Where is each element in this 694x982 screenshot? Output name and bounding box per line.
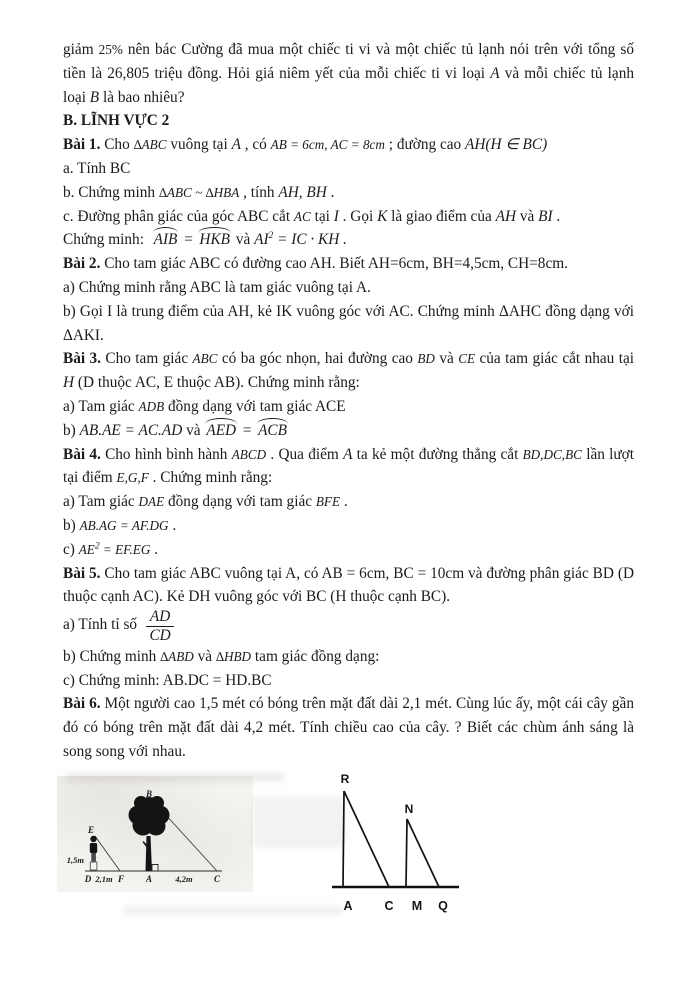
text-run: và bbox=[182, 421, 205, 439]
text-run: Cho hình bình hành bbox=[100, 445, 232, 463]
text-run: b) bbox=[63, 516, 80, 534]
text-run: (D thuộc AC, E thuộc AB). Chứng minh rằng: bbox=[74, 374, 360, 392]
person-icon bbox=[90, 836, 97, 870]
label-R: R bbox=[340, 771, 350, 786]
text-run: ACB bbox=[256, 419, 289, 443]
label-C: C bbox=[384, 898, 394, 913]
text-run: ABCD bbox=[231, 446, 267, 462]
text-run: nên bác Cường đã mua một chiếc ti vi và một chiếc tủ lạnh nói trên với tổng số tiền là 26,805 triệu đồng. Hỏi giá niêm yết của mỗi chiếc ti vi loại bbox=[63, 41, 634, 82]
text-run: B. LĨNH VỰC 2 bbox=[63, 112, 170, 130]
label-E: E bbox=[87, 824, 95, 835]
label-height: 1,5m bbox=[66, 854, 84, 865]
text-run: $AI^2$ bbox=[254, 231, 274, 249]
bai-5-c bbox=[63, 669, 634, 693]
label-N: N bbox=[404, 801, 414, 816]
text-run: E,G,F bbox=[116, 470, 149, 486]
bai-1-b bbox=[63, 181, 634, 205]
text-run: của tam giác cắt nhau tại bbox=[475, 350, 634, 368]
text-run: a) Tam giác bbox=[63, 397, 139, 415]
text-run: Bài 6. bbox=[63, 695, 101, 713]
ray-person-line bbox=[95, 836, 120, 871]
triangle-RAC bbox=[343, 791, 389, 887]
text-run: ADB bbox=[138, 398, 165, 414]
text-run: và bbox=[232, 231, 255, 249]
text-run: A bbox=[343, 445, 353, 463]
text-run: AIB bbox=[152, 228, 180, 252]
triangles-diagram-figure bbox=[331, 766, 465, 920]
text-run: 25% bbox=[98, 42, 123, 57]
text-run: Một người cao 1,5 mét có bóng trên mặt đất dài 2,1 mét. Cùng lúc ấy, một cái cây gần đó có bóng trên mặt đất dài 4,2 mét. Tính chiều cao của cây. ? Biết các chùm ánh sáng là song song với nhau. bbox=[63, 695, 634, 760]
text-run: đồng dạng với tam giác bbox=[164, 493, 316, 511]
text-run: , tính bbox=[239, 183, 279, 201]
text-run: Chứng minh: bbox=[63, 231, 152, 249]
text-run: và mỗi chiếc tủ lạnh loại bbox=[63, 64, 634, 106]
text-run: AH bbox=[495, 207, 516, 225]
text-run: Bài 3. bbox=[63, 350, 101, 368]
text-run: b) bbox=[63, 421, 80, 439]
right-angle-mark bbox=[152, 864, 158, 871]
text-run: . Qua điểm bbox=[266, 445, 344, 463]
text-run: K bbox=[377, 207, 388, 225]
text-run: A bbox=[490, 64, 500, 82]
text-run: A bbox=[231, 136, 241, 154]
text-run: AB.AG = AF.DG bbox=[79, 517, 169, 533]
text-run: $AE^2$ bbox=[78, 541, 100, 557]
bai-5-b bbox=[63, 645, 634, 669]
document bbox=[63, 38, 634, 928]
text-run: AB.AE = AC.AD bbox=[79, 421, 183, 439]
text-run: ∆ABC bbox=[133, 137, 167, 153]
text-run: Cho tam giác ABC vuông tại A, có AB = 6cm, BC = 10cm và đường phân giác BD (D thuộc cạnh AC). Kẻ DH vuông góc với BC (H thuộc cạnh BC). bbox=[63, 564, 634, 606]
text-run: H bbox=[63, 374, 75, 392]
text-run: AH(H ∈ BC) bbox=[465, 136, 548, 154]
text-run: B bbox=[89, 88, 100, 106]
text-run: b) Gọi I là trung điểm của AH, kẻ IK vuông góc với AC. Chứng minh ΔAHC đồng dạng với ΔAKI. bbox=[63, 302, 634, 344]
text-run: = bbox=[238, 421, 257, 439]
text-run: và bbox=[193, 647, 216, 665]
text-run: giảm bbox=[63, 41, 99, 58]
label-C: C bbox=[213, 873, 221, 884]
label-ac: 4,2m bbox=[175, 873, 193, 884]
bai-4-b bbox=[63, 514, 634, 538]
text-run: . Gọi bbox=[338, 207, 378, 225]
text-run: . bbox=[340, 493, 348, 511]
text-run: c) bbox=[63, 540, 79, 558]
text-run: BD,DC,BC bbox=[522, 446, 582, 462]
text-run: vuông tại bbox=[166, 136, 232, 154]
fraction-numerator: AD bbox=[146, 609, 174, 627]
fraction-denominator: CD bbox=[149, 626, 171, 644]
text-run: . Chứng minh rằng: bbox=[148, 469, 273, 487]
shadow-diagram-figure bbox=[57, 776, 249, 898]
scan-smudge bbox=[123, 906, 343, 915]
text-run: lần lượt tại điểm bbox=[63, 445, 635, 487]
text-run: Bài 4. bbox=[63, 445, 101, 463]
text-run: c) Chứng minh: AB.DC = HD.BC bbox=[63, 671, 272, 689]
text-run: = bbox=[179, 231, 198, 249]
bai-4-c bbox=[63, 538, 634, 562]
text-run: AB = 6cm, AC = 8cm bbox=[270, 137, 385, 153]
text-run: a) Tam giác bbox=[63, 493, 139, 511]
text-run: AED bbox=[204, 419, 238, 443]
text-run: đồng dạng với tam giác ACE bbox=[164, 397, 346, 415]
text-run: = IC · KH . bbox=[273, 231, 347, 249]
text-run: c. Đường phân giác của góc ABC cắt bbox=[63, 207, 294, 225]
text-run: và bbox=[434, 350, 459, 368]
bai-4-a bbox=[63, 490, 634, 514]
triangle-NMQ bbox=[406, 819, 439, 887]
text-run: tại bbox=[310, 207, 334, 225]
text-run: . bbox=[552, 207, 561, 225]
text-run: ABC bbox=[192, 351, 218, 367]
text-run: là bao nhiêu? bbox=[99, 88, 185, 106]
text-run: là giao điểm của bbox=[387, 207, 496, 225]
bai-2-b bbox=[63, 300, 634, 348]
text-run: . bbox=[168, 516, 177, 534]
bai-1-c-proof bbox=[63, 228, 634, 252]
text-run: ta kẻ một đường thẳng cắt bbox=[352, 445, 523, 463]
text-run: Cho bbox=[100, 136, 134, 154]
label-df: 2,1m bbox=[95, 873, 113, 884]
bai-3-a bbox=[63, 395, 634, 419]
label-A: A bbox=[343, 898, 353, 913]
text-run: Cho tam giác bbox=[100, 350, 193, 368]
text-run: . bbox=[326, 183, 335, 201]
intro-paragraph bbox=[63, 38, 634, 109]
text-run: BI bbox=[538, 207, 553, 225]
text-run: DAE bbox=[138, 494, 165, 510]
text-run: ; đường cao bbox=[384, 136, 466, 154]
text-run: . bbox=[150, 540, 159, 558]
label-D: D bbox=[84, 873, 92, 884]
text-run: b) Chứng minh bbox=[63, 647, 161, 665]
text-run: Bài 2. bbox=[63, 255, 101, 273]
label-F: F bbox=[117, 873, 125, 884]
bai-1-c bbox=[63, 205, 634, 229]
text-run: Cho tam giác ABC có đường cao AH. Biết AH=6cm, BH=4,5cm, CH=8cm. bbox=[100, 255, 568, 273]
text-run: và bbox=[516, 207, 539, 225]
label-B: B bbox=[145, 788, 153, 799]
document-text bbox=[63, 38, 634, 764]
text-run: CE bbox=[458, 351, 476, 367]
text-run: ∆ABD bbox=[160, 648, 194, 664]
text-run: = EF.EG bbox=[99, 541, 151, 557]
text-run: ∆HBD bbox=[215, 648, 252, 664]
text-run: I bbox=[333, 207, 339, 225]
bai-5 bbox=[63, 562, 634, 610]
figures-row bbox=[63, 768, 634, 928]
text-run: a) Tính tỉ số bbox=[63, 615, 141, 633]
text-run: có ba góc nhọn, hai đường cao bbox=[217, 350, 418, 368]
bai-3-b bbox=[63, 419, 634, 443]
text-run: AC bbox=[293, 208, 311, 224]
text-run: a) Chứng minh rằng ABC là tam giác vuông tại A. bbox=[63, 278, 371, 296]
text-run: HKB bbox=[197, 228, 232, 252]
text-run: Bài 1. bbox=[63, 136, 101, 154]
text-run: BD bbox=[417, 351, 435, 367]
text-run: BFE bbox=[315, 494, 341, 510]
bai-2 bbox=[63, 252, 634, 276]
label-A: A bbox=[145, 873, 153, 884]
text-run: b. Chứng minh bbox=[63, 183, 159, 201]
text-run: AH, BH bbox=[278, 183, 327, 201]
text-run: a. Tính BC bbox=[63, 159, 131, 177]
bai-5-a bbox=[63, 609, 634, 645]
label-M: M bbox=[411, 898, 423, 913]
bai-2-a bbox=[63, 276, 634, 300]
tree-icon bbox=[129, 796, 170, 871]
bai-3 bbox=[63, 347, 634, 395]
text-run: , có bbox=[240, 136, 271, 154]
bai-4 bbox=[63, 443, 634, 491]
text-run: tam giác đồng dạng: bbox=[251, 647, 380, 665]
bai-6 bbox=[63, 692, 634, 763]
text-run: Bài 5. bbox=[63, 564, 101, 582]
section-heading bbox=[63, 109, 634, 133]
bai-1-a bbox=[63, 157, 634, 181]
math-fraction bbox=[146, 609, 174, 645]
text-run: ∆ABC ~ ∆HBA bbox=[158, 184, 240, 200]
bai-1 bbox=[63, 133, 634, 157]
label-Q: Q bbox=[438, 898, 448, 913]
